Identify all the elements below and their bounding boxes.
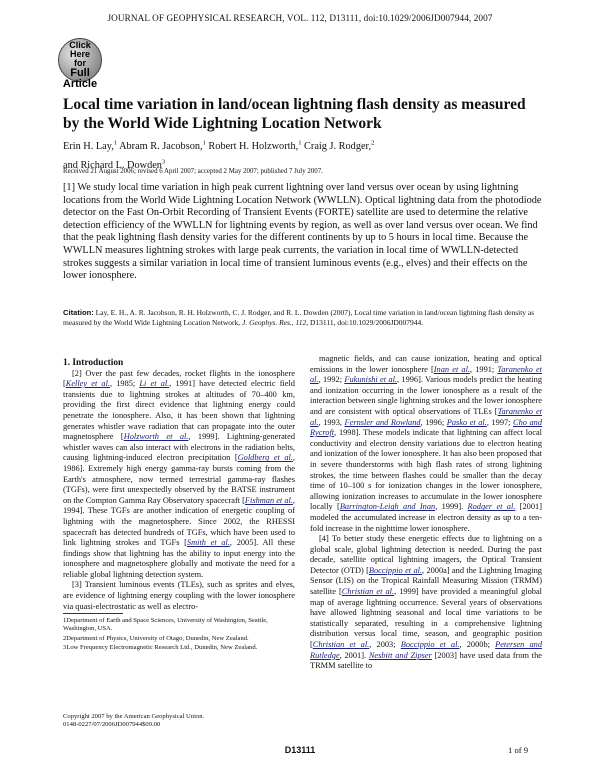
footnote: 3Low Frequency Electromagnetic Research Ltd., Dunedin, New Zealand. <box>63 644 258 652</box>
citation-end: D13111, doi:10.1029/2006JD007944. <box>309 318 424 328</box>
author: Abram R. Jacobson,$^1$ <box>119 140 206 153</box>
body-text: , 1999]. Lightning-generated whistler waves can also interact with electrons in the radiation belts, causing lightning-induced electron precipitation [ <box>63 432 295 463</box>
reference-link[interactable]: Li et al. <box>139 379 170 389</box>
footnote: 1Department of Earth and Space Sciences, University of Washington, Seattle, Washington, USA. <box>63 617 268 633</box>
body-text: , 1994]. These TGFs are another indication of energetic coupling of lightning with the magnetosphere. Since 2002, the RHESSI spacecraft has detected hundreds of TGFs, which have been used to link lightning strokes and TGFs [ <box>63 495 295 548</box>
copyright-notice <box>63 713 295 730</box>
body-text: [2001] modeled the accumulated increase in electron density as up to a ten-fold increase in the nighttime lower ionosphere. <box>310 502 542 533</box>
footnotes <box>63 617 295 654</box>
reference-link[interactable]: Fukunishi et al. <box>344 375 397 385</box>
body-text: , 1998]. These models indicate that lightning can affect local conductivity and electron density variations due to electron heating and ionization of the lower ionosphere. It has also been proposed that in severe thunderstorms with high flash rates of strong lightning strokes, the time between flashes could be smaller than the decay time of 10–100 s for ionization changes in the lower ionosphere, allowing ionization increases to accumulate in the lower ionosphere locally [ <box>310 428 542 512</box>
citation-label: Citation: <box>63 308 94 317</box>
author: Craig J. Rodger,$^2$ <box>304 140 375 153</box>
body-paragraph <box>63 369 295 581</box>
body-text: , 1999] have provided a meaningful global map of average lightning occurrence. Several years of observations have allowed lightning seasonal and local time variations to be statistically separated, resulting in a comprehensive lightning distribution versus local time, season, and geographic position [ <box>310 587 542 650</box>
reference-link[interactable]: Rodger et al. <box>467 502 516 512</box>
logo-word: Here <box>69 49 90 59</box>
body-paragraph <box>310 354 542 534</box>
footnote: 2Department of Physics, University of Otago, Dunedin, New Zealand. <box>63 634 249 642</box>
paper-title: Local time variation in land/ocean lightning flash density as measured by the World Wide Lightning Location Network <box>63 96 526 132</box>
citation-journal: J. Geophys. Res., 112, <box>242 318 309 328</box>
reference-link[interactable]: Boccippio et al. <box>368 565 423 575</box>
reference-link[interactable]: Fernsler and Rowland <box>344 417 421 427</box>
reference-link[interactable]: Smith et al. <box>186 538 230 548</box>
right-column <box>310 354 542 672</box>
body-text: , 1996; <box>420 417 447 427</box>
author: and Richard L. Dowden$^3$ <box>63 158 166 171</box>
body-text: , 1985; <box>110 379 140 389</box>
reference-link[interactable]: Kelley et al. <box>65 379 110 389</box>
logo-word: Full <box>70 67 90 79</box>
body-text: , 1986]. Extremely high energy gamma-ray bursts coming from the Earth's atmosphere, now termed terrestrial gamma-ray flashes (TGFs), were first unexpectedly observed by the BATSE instrument on the Compton Gamma Ray Observatory spacecraft [ <box>63 453 295 505</box>
reference-link[interactable]: Nesbitt and Zipser <box>368 650 432 660</box>
body-text: , 2000a] and the Lightning Imaging Sensor (LIS) on the Tropical Rainfall Measuring Mission (TRMM) satellite [ <box>310 565 542 597</box>
body-text: , 1993, <box>318 417 345 427</box>
reference-link[interactable]: Holzworth et al. <box>123 432 189 442</box>
citation-block <box>63 308 543 329</box>
body-text: , 2005]. All these findings show that lightning has the ability to input energy into the ionosphere and magnetosphere globally and motivate the need for a reliable global lightning detection system. <box>63 538 295 579</box>
body-text: , 1991] have detected electric field transients due to lightning strokes at altitudes of 70–400 km, providing the first direct evidence that lightning energy could penetrate the ionosphere. Also, it has been shown that lightning generates whistler wave radiation that can propagate into the outer magnetosphere [ <box>63 379 295 442</box>
footnote-divider <box>63 613 123 614</box>
section-heading: 1. Introduction <box>63 358 124 368</box>
reference-link[interactable]: Christian et al. <box>312 640 370 650</box>
reference-link[interactable]: Barrington-Leigh and Inan <box>339 502 436 512</box>
body-text: , 1997; <box>486 417 514 427</box>
reference-link[interactable]: Pasko et al. <box>446 417 487 427</box>
body-text: [4] To better study these energetic effects due to lightning on a global scale, global lightning detection is needed. During the past decade, satellite optical lightning imagers, the Optical Transient Detector (OTD) [ <box>310 534 542 575</box>
body-text: [2] Over the past few decades, rocket flights in the ionosphere [ <box>63 368 295 389</box>
reference-link[interactable]: Taranenko et al. <box>310 364 542 385</box>
body-text: , 2000b; <box>459 640 496 650</box>
reference-link[interactable]: Cho and Rycroft <box>310 417 543 438</box>
issn-line: 0148-0227/07/2006JD007944$09.00 <box>63 721 161 729</box>
body-paragraph <box>63 580 295 612</box>
reference-link[interactable]: Petersen and Rutledge <box>310 640 543 660</box>
logo-word: for <box>74 58 86 68</box>
body-text: [3] Transient luminous events (TLEs), such as sprites and elves, are evidence of lightning energy coupling with the lower ionosphere via quasi-electrostatic as well as electro- <box>63 580 295 611</box>
copyright-line: Copyright 2007 by the American Geophysical Union. <box>63 713 205 720</box>
abstract: [1] We study local time variation in high peak current lightning over land versus over ocean by using lightning locations from the World Wide Lightning Location Network (WWLLN). Optical lightning data from the photodiode detector on the Fast On-Orbit Recording of Transient Events (FORTE) satellite are used to determine the relative detection efficiency of the WWLLN for lightning events by region, as well as over land versus over ocean. We find that the peak lightning flash density varies for the different continents by up to 5 hours in local time. Because the WWLLN measures lightning strokes with large peak currents, the variation in local time of WWLLN-detected strokes suggests a similar variation in local time of transient luminous events (e.g., elves) and their effects on the lower ionosphere. <box>63 182 542 282</box>
body-text: [2003] have used data from the TRMM satellite to <box>310 650 542 671</box>
body-text: , 2001]. <box>339 650 369 660</box>
reference-link[interactable]: Inan et al. <box>433 364 470 374</box>
left-column-paragraphs <box>63 369 295 613</box>
body-text: , 1991; <box>470 364 498 374</box>
author: Robert H. Holzworth,$^1$ <box>208 140 302 153</box>
body-paragraph <box>310 534 542 672</box>
article-id: D13111 <box>284 745 316 755</box>
body-text: magnetic fields, and can cause ionization, heating and optical emissions in the lower ionosphere [ <box>310 354 542 374</box>
reference-link[interactable]: Fishman et al. <box>244 495 293 505</box>
right-column-paragraphs <box>310 354 542 672</box>
page-number: 1 of 9 <box>508 745 529 755</box>
reference-link[interactable]: Taranenko et al. <box>310 406 543 427</box>
body-text: , 1999]. <box>435 502 468 512</box>
logo-word: Article <box>62 78 98 90</box>
author: Erin H. Lay,$^1$ <box>63 140 118 153</box>
full-article-logo[interactable] <box>58 38 102 90</box>
journal-running-head: JOURNAL OF GEOPHYSICAL RESEARCH, VOL. 112, D13111, doi:10.1029/2006JD007944, 2007 <box>107 13 493 23</box>
reference-link[interactable]: Christian et al. <box>341 587 395 597</box>
reference-link[interactable]: Boccippio et al. <box>400 640 460 650</box>
body-text: , 1992; <box>318 375 345 385</box>
body-text: , 2003; <box>369 640 401 650</box>
left-column <box>63 358 295 612</box>
received-dates: Received 21 August 2006; revised 6 April 2007; accepted 2 May 2007; published 7 July 2007. <box>63 168 323 175</box>
reference-link[interactable]: Goldberg et al. <box>237 453 293 463</box>
body-text: , 1996]. Various models predict the heating and ionization occurring in the lower ionosphere as a result of the interaction between single lightning strokes and the lower ionosphere and are consistent with optical observations of TLEs [ <box>310 375 542 416</box>
logo-word: Click <box>69 40 91 50</box>
citation-text: Lay, E. H., A. R. Jacobson, R. H. Holzworth, C. J. Rodger, and R. L. Dowden (2007), Local time variation in land/ocean lightning flash density as measured by the World Wide Lightning Location Network, <box>63 308 535 328</box>
